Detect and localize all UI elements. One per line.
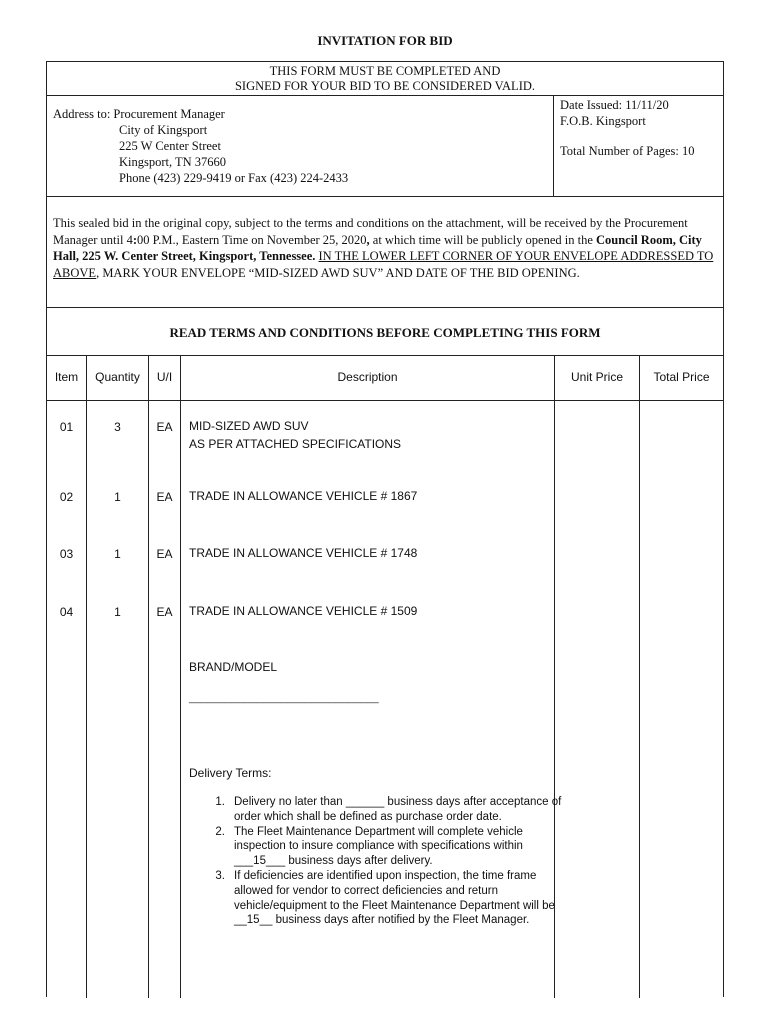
row-2-description: TRADE IN ALLOWANCE VEHICLE # 1867 — [189, 489, 418, 503]
address-line-2: City of Kingsport — [119, 123, 208, 137]
brand-model-label: BRAND/MODEL — [189, 660, 278, 674]
sealed-bid-box — [46, 196, 724, 308]
fob: F.O.B. Kingsport — [560, 114, 646, 128]
row-4-description: TRADE IN ALLOWANCE VEHICLE # 1509 — [189, 604, 418, 618]
row-3-ui: EA — [156, 547, 173, 561]
delivery-term-1-number: 1. — [215, 796, 225, 808]
delivery-term-1-text: Delivery no later than ______ business days after acceptance of order which shall be defined as purchase order date. — [234, 796, 562, 823]
delivery-terms-list — [203, 795, 563, 928]
delivery-term-3-number: 3. — [215, 869, 225, 882]
row-4-item: 04 — [59, 605, 74, 619]
envelope-instruction: IN THE LOWER LEFT CORNER OF YOUR ENVELOPE ADDRESSED TO ABOVE — [53, 249, 714, 280]
row-1-description-line-1: MID-SIZED AWD SUV — [189, 419, 309, 433]
delivery-term-3-text: If deficiencies are identified upon inspection, the time frame allowed for vendor to correct deficiencies and return vehicle/equipment to the Fleet Maintenance Department will be __15__ business days after notified by the Fleet Manager. — [234, 869, 555, 927]
row-2-item: 02 — [59, 490, 74, 504]
header-unit-price: Unit Price — [570, 370, 623, 384]
brand-model-blank[interactable]: _______________________________ — [189, 692, 379, 704]
row-3-description: TRADE IN ALLOWANCE VEHICLE # 1748 — [189, 546, 418, 560]
header-item: Item — [54, 370, 79, 384]
read-terms-heading: READ TERMS AND CONDITIONS BEFORE COMPLETING THIS FORM — [169, 325, 601, 340]
delivery-term-2-number: 2. — [215, 825, 225, 838]
items-table — [46, 307, 724, 997]
row-1-ui: EA — [156, 420, 173, 434]
issue-info — [560, 97, 695, 159]
header-divider — [47, 95, 723, 96]
header-box — [46, 61, 724, 197]
address-block — [53, 106, 348, 186]
sealed-text-part-3: at which time will be publicly opened in the — [369, 232, 596, 247]
sealed-colon: : — [132, 232, 138, 247]
must-complete-line-1: THIS FORM MUST BE COMPLETED AND — [269, 64, 501, 78]
row-2-ui: EA — [156, 490, 173, 504]
sealed-comma: , — [366, 232, 370, 247]
row-3-item: 03 — [59, 547, 74, 561]
header-total-price: Total Price — [653, 370, 710, 384]
address-line-4: Kingsport, TN 37660 — [119, 155, 227, 169]
date-issued: Date Issued: 11/11/20 — [560, 98, 669, 112]
row-1-item: 01 — [59, 420, 74, 434]
row-1-description — [189, 417, 401, 453]
header-description: Description — [337, 370, 398, 384]
address-prefix: Address to: — [53, 107, 111, 121]
column-divider-quantity — [148, 355, 149, 998]
sealed-text-part-4: , MARK YOUR ENVELOPE “MID-SIZED AWD SUV” AND DATE OF THE BID OPENING. — [96, 265, 580, 280]
delivery-terms-title: Delivery Terms: — [189, 766, 272, 780]
delivery-term-3 — [203, 869, 563, 928]
opening-location: Council Room, City Hall, 225 W. Center Street, Kingsport, Tennessee. — [53, 232, 702, 263]
column-divider-ui — [180, 355, 181, 998]
delivery-term-2 — [203, 825, 563, 869]
header-quantity: Quantity — [95, 370, 140, 384]
sealed-bid-paragraph — [53, 215, 715, 281]
row-1-quantity: 3 — [114, 420, 121, 434]
header-ui: U/I — [156, 370, 173, 384]
column-divider-item — [86, 355, 87, 998]
row-4-ui: EA — [156, 605, 173, 619]
column-divider-unit-price — [639, 355, 640, 998]
row-2-quantity: 1 — [114, 490, 121, 504]
must-complete-line-2: SIGNED FOR YOUR BID TO BE CONSIDERED VALID. — [234, 79, 536, 93]
row-4-quantity: 1 — [114, 605, 121, 619]
sealed-text-part-2: 00 P.M., Eastern Time on November 25, 2020 — [137, 232, 367, 247]
document-title: INVITATION FOR BID — [317, 33, 453, 48]
sealed-text-part-1: This sealed bid in the original copy, subject to the terms and conditions on the attachment, will be received by the Procurement Manager until 4 — [53, 216, 688, 247]
delivery-term-1 — [203, 795, 563, 825]
address-line-3: 225 W Center Street — [119, 139, 221, 153]
delivery-term-2-text: The Fleet Maintenance Department will complete vehicle inspection to insure compliance with specifications within ___15___ business days after delivery. — [234, 825, 523, 868]
address-line-1: Procurement Manager — [113, 107, 225, 121]
header-column-divider — [553, 95, 554, 196]
total-pages: Total Number of Pages: 10 — [560, 144, 695, 158]
row-1-description-line-2: AS PER ATTACHED SPECIFICATIONS — [189, 437, 402, 451]
row-3-quantity: 1 — [114, 547, 121, 561]
address-phone-fax: Phone (423) 229-9419 or Fax (423) 224-2433 — [119, 171, 349, 185]
